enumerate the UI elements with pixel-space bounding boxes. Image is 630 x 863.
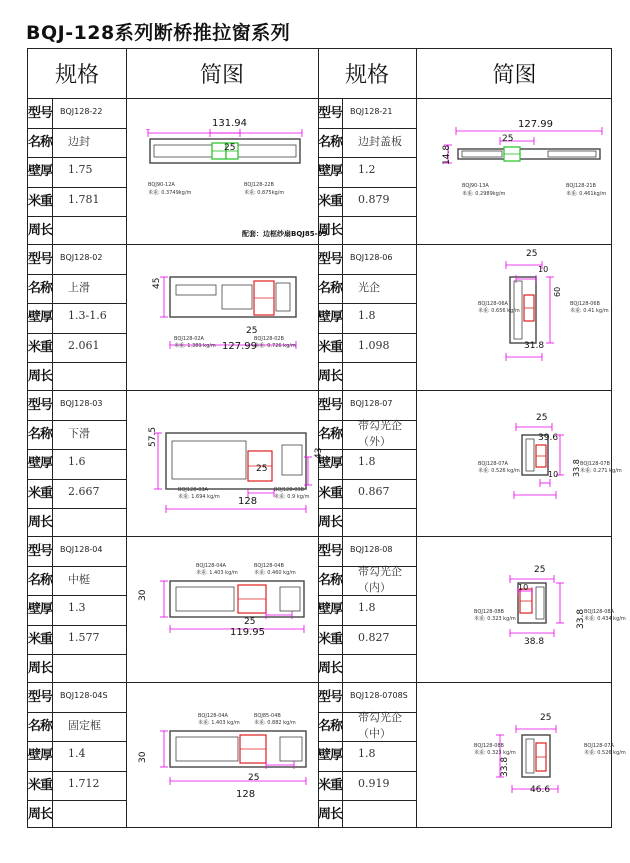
dim-value: 45 — [152, 277, 162, 289]
right-name-value: 边封盖板 — [358, 134, 402, 148]
part-weight: 米重: 1.403 kg/m — [198, 720, 240, 726]
dim-value: 25 — [248, 773, 260, 783]
left-name-value: 固定框 — [68, 718, 101, 732]
dim-value: 10 — [548, 470, 559, 479]
part-weight: 米重: 0.461kg/m — [566, 191, 607, 197]
label-name: 名称 — [28, 719, 53, 735]
dim-value: 30 — [138, 589, 148, 601]
left-weight-value: 1.781 — [68, 192, 100, 206]
label-name: 名称 — [28, 281, 53, 297]
part-weight: 米重: 1.389 kg/m — [174, 343, 216, 349]
part-weight: 米重: 0.434 kg/m — [584, 616, 626, 622]
right-model-value: BQJ128-08 — [350, 545, 393, 554]
left-weight-value: 1.712 — [68, 776, 100, 790]
right-perimeter-value — [358, 216, 426, 241]
label-model: 型号 — [318, 252, 343, 267]
header-drawing-left: 简图 — [199, 63, 244, 88]
dim-value: 33.8 — [572, 459, 581, 477]
label-model: 型号 — [28, 106, 53, 121]
left-wall-value: 1.3-1.6 — [68, 309, 107, 323]
left-model-value: BQJ128-04S — [60, 691, 108, 700]
part-weight: 米重: 0.875kg/m — [244, 190, 285, 196]
left-wall-value: 1.3 — [68, 601, 86, 615]
left-wall-value: 1.6 — [68, 455, 86, 469]
right-weight-value: 0.827 — [358, 630, 390, 644]
header-drawing-right: 简图 — [492, 63, 537, 88]
left-perimeter-value — [68, 216, 136, 241]
dim-value: 57.5 — [148, 426, 158, 447]
dim-total: 131.94 — [212, 118, 247, 129]
left-model-value: BQJ128-03 — [60, 399, 103, 408]
left-name-value: 下滑 — [68, 426, 90, 440]
dim-break: 25 — [502, 134, 514, 144]
part-code: BQJ128-06A — [478, 301, 508, 307]
label-name: 名称 — [318, 573, 343, 589]
spec-table — [27, 48, 626, 828]
part-code: BQJ90-12A — [148, 182, 175, 188]
part-code: BQJ128-06B — [570, 301, 600, 307]
dim-value: 25 — [540, 713, 552, 723]
label-name: 名称 — [318, 427, 343, 443]
label-name: 名称 — [28, 427, 53, 443]
part-code: BQJ128-03A — [178, 487, 208, 493]
label-name: 名称 — [28, 573, 53, 589]
right-weight-value: 0.879 — [358, 192, 390, 206]
part-code: BQJ128-02A — [174, 336, 204, 342]
label-wall: 壁厚 — [318, 602, 343, 618]
label-wall: 壁厚 — [318, 310, 343, 326]
left-perimeter-value — [68, 362, 136, 387]
right-model-value: BQJ128-21 — [350, 107, 393, 116]
label-name: 名称 — [318, 281, 343, 297]
right-wall-value: 1.8 — [358, 747, 376, 761]
label-perimeter: 周长 — [28, 514, 53, 530]
dim-value: 31.8 — [524, 341, 545, 351]
right-perimeter-value — [358, 362, 426, 387]
left-model-value: BQJ128-04 — [60, 545, 103, 554]
right-weight-value: 0.919 — [358, 776, 390, 790]
label-wall: 壁厚 — [28, 164, 53, 180]
dim-total: 127.99 — [518, 119, 553, 130]
label-perimeter: 周长 — [28, 806, 53, 822]
part-code: BQJ128-22B — [244, 182, 274, 188]
part-code: BQJ128-04B — [254, 563, 284, 569]
dim-value: 25 — [244, 617, 256, 627]
right-weight-value: 0.867 — [358, 484, 390, 498]
dim-value: 43 — [314, 447, 324, 459]
right-name-value: 带勾光企（外） — [358, 418, 402, 448]
drawing-bqj128-04s — [160, 717, 310, 797]
dim-value: 10 — [538, 265, 549, 274]
part-code: BQJ128-07A — [478, 461, 508, 467]
part-weight: 米重: 0.323 kg/m — [474, 616, 516, 622]
left-weight-value: 2.667 — [68, 484, 100, 498]
label-perimeter: 周长 — [318, 660, 343, 676]
dim-value: 119.95 — [230, 627, 265, 638]
dim-value: 128 — [236, 789, 256, 800]
part-weight: 米重: 0.656 kg/m — [478, 308, 520, 314]
part-weight: 米重: 1.694 kg/m — [178, 494, 220, 500]
dim-value: 10 — [518, 583, 529, 592]
dim-value: 128 — [238, 496, 258, 507]
dim-value: 38.8 — [524, 637, 545, 647]
dim-value: 25 — [246, 326, 258, 336]
left-wall-value: 1.4 — [68, 747, 86, 761]
right-model-value: BQJ128-06 — [350, 253, 393, 262]
right-name-value: 带勾光企（内） — [358, 564, 402, 594]
left-weight-value: 1.577 — [68, 630, 100, 644]
dim-value: 30 — [138, 751, 148, 763]
drawing-bqj128-02 — [156, 273, 306, 373]
right-wall-value: 1.8 — [358, 455, 376, 469]
part-weight: 米重: 0.41 kg/m — [570, 308, 609, 314]
right-wall-value: 1.8 — [358, 601, 376, 615]
left-perimeter-value — [68, 800, 136, 825]
part-weight: 米重: 0.526 kg/m — [478, 468, 520, 474]
right-name-value: 带勾光企（中） — [358, 710, 402, 740]
label-model: 型号 — [28, 252, 53, 267]
right-perimeter-value — [358, 654, 426, 679]
label-wall: 壁厚 — [28, 602, 53, 618]
right-name-value: 光企 — [358, 280, 380, 294]
label-wall: 壁厚 — [318, 456, 343, 472]
label-perimeter: 周长 — [28, 368, 53, 384]
label-name: 名称 — [28, 135, 53, 151]
part-weight: 米重: 0.882 kg/m — [254, 720, 296, 726]
label-model: 型号 — [28, 544, 53, 559]
label-name: 名称 — [318, 719, 343, 735]
page-title: BQJ-128系列断桥推拉窗系列 — [26, 22, 291, 44]
dim-value: 33.8 — [500, 756, 510, 777]
label-wall: 壁厚 — [318, 164, 343, 180]
drawing-bqj128-21 — [436, 127, 606, 177]
left-wall-value: 1.75 — [68, 163, 93, 177]
label-perimeter: 周长 — [28, 660, 53, 676]
label-model: 型号 — [28, 398, 53, 413]
left-name-value: 中梃 — [68, 572, 90, 586]
dim-value: 127.99 — [222, 341, 257, 352]
dim-value: 25 — [536, 413, 548, 423]
dim-value: 46.6 — [530, 785, 551, 795]
left-perimeter-value — [68, 654, 136, 679]
part-code: BQJ90-13A — [462, 183, 489, 189]
part-weight: 米重: 0.271 kg/m — [580, 468, 622, 474]
label-model: 型号 — [28, 690, 53, 705]
part-code: BQJ128-08B — [474, 609, 504, 615]
part-weight: 米重: 0.2989kg/m — [462, 191, 506, 197]
label-weight: 米重 — [318, 339, 343, 355]
label-perimeter: 周长 — [28, 222, 53, 238]
part-code: BQJ128-08A — [584, 609, 614, 615]
label-weight: 米重 — [318, 777, 343, 793]
dim-value: 25 — [526, 249, 538, 259]
right-perimeter-value — [358, 800, 426, 825]
dim-value: 39.6 — [538, 433, 559, 443]
label-perimeter: 周长 — [318, 222, 343, 238]
label-weight: 米重 — [28, 339, 53, 355]
header-spec-right: 规格 — [344, 63, 389, 88]
label-weight: 米重 — [28, 485, 53, 501]
dim-break: 25 — [224, 143, 236, 153]
part-code: BQJ128-08B — [474, 743, 504, 749]
part-code: BQJ128-21B — [566, 183, 596, 189]
left-perimeter-value — [68, 508, 136, 533]
left-name-value: 边封 — [68, 134, 90, 148]
dim-value: 25 — [534, 565, 546, 575]
part-weight: 米重: 0.9 kg/m — [274, 494, 310, 500]
right-model-value: BQJ128-0708S — [350, 691, 408, 700]
header-spec-left: 规格 — [54, 63, 99, 88]
right-wall-value: 1.8 — [358, 309, 376, 323]
part-code: BQJ128-07A — [584, 743, 614, 749]
part-code: BQJ128-04A — [196, 563, 226, 569]
part-code: BQJ85-04B — [254, 713, 281, 719]
remark: 配套：边框纱扇BQJ85-09 — [242, 230, 328, 238]
label-wall: 壁厚 — [28, 310, 53, 326]
left-model-value: BQJ128-22 — [60, 107, 103, 116]
left-model-value: BQJ128-02 — [60, 253, 103, 262]
part-code: BQJ128-07B — [580, 461, 610, 467]
left-weight-value: 2.061 — [68, 338, 100, 352]
part-weight: 米重: 0.3749kg/m — [148, 190, 192, 196]
label-weight: 米重 — [28, 631, 53, 647]
label-perimeter: 周长 — [318, 514, 343, 530]
label-model: 型号 — [318, 544, 343, 559]
part-weight: 米重: 0.323 kg/m — [474, 750, 516, 756]
part-weight: 米重: 0.460 kg/m — [254, 570, 296, 576]
part-weight: 米重: 0.726 kg/m — [254, 343, 296, 349]
part-code: BQJ128-02B — [254, 336, 284, 342]
dim-value: 33.8 — [576, 608, 586, 629]
dim-height: 14.8 — [442, 144, 452, 165]
label-weight: 米重 — [318, 631, 343, 647]
label-model: 型号 — [318, 106, 343, 121]
right-wall-value: 1.2 — [358, 163, 376, 177]
label-wall: 壁厚 — [28, 748, 53, 764]
part-code: BQJ128-04A — [198, 713, 228, 719]
drawing-bqj128-03 — [152, 427, 314, 527]
part-weight: 米重: 1.403 kg/m — [196, 570, 238, 576]
right-model-value: BQJ128-07 — [350, 399, 393, 408]
label-model: 型号 — [318, 690, 343, 705]
right-weight-value: 1.098 — [358, 338, 390, 352]
label-weight: 米重 — [28, 193, 53, 209]
part-weight: 米重: 0.526 kg/m — [584, 750, 626, 756]
label-weight: 米重 — [28, 777, 53, 793]
label-wall: 壁厚 — [318, 748, 343, 764]
label-model: 型号 — [318, 398, 343, 413]
label-weight: 米重 — [318, 485, 343, 501]
label-weight: 米重 — [318, 193, 343, 209]
left-name-value: 上滑 — [68, 280, 90, 294]
dim-value: 25 — [256, 464, 268, 474]
label-perimeter: 周长 — [318, 806, 343, 822]
right-perimeter-value — [358, 508, 426, 533]
label-name: 名称 — [318, 135, 343, 151]
label-perimeter: 周长 — [318, 368, 343, 384]
part-code: BQJ128-03B — [274, 487, 304, 493]
label-wall: 壁厚 — [28, 456, 53, 472]
dim-value: 60 — [553, 286, 562, 297]
